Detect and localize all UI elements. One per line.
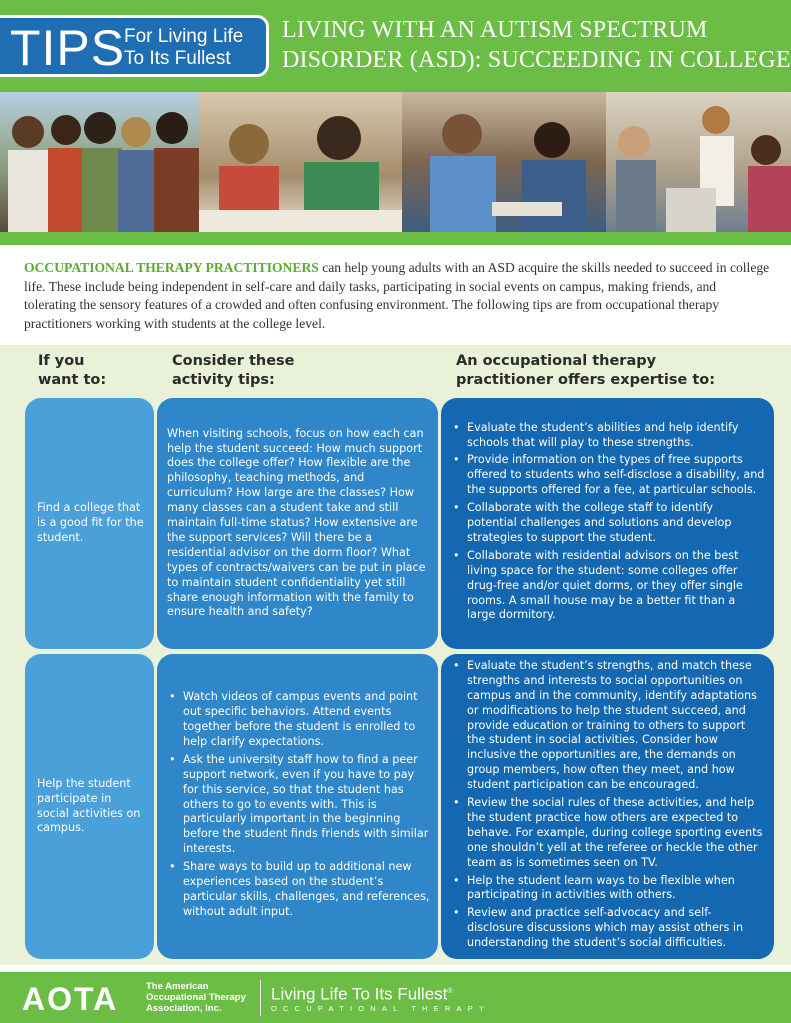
column-header-expertise (456, 352, 715, 390)
intro-paragraph (24, 259, 770, 333)
header-banner (0, 0, 791, 92)
row1-goal-text: Find a college that is a good fit for the student. (37, 501, 144, 544)
column-header-expertise-line1: An occupational therapy (456, 353, 657, 369)
row2-tips-cell (157, 654, 438, 959)
column-header-tips-line2: activity tips: (172, 372, 275, 388)
tips-subtitle (124, 26, 243, 70)
column-header-tips (172, 352, 295, 390)
list-item: • Evaluate the student’s strengths, and match these strengths and interests to social opportunities on campus and in the community, identify adaptations or modifications to help the student succeed, and provide education or training to others to support the student in social activities. Consider how inclusive the opportunities are, the demands on group members, how often they meet, and how student participation can be encouraged. (451, 659, 766, 793)
column-header-expertise-line2: practitioner offers expertise to: (456, 372, 716, 388)
column-header-goal-line2: want to: (38, 372, 107, 388)
photo-students-studying (199, 92, 402, 232)
photo-tutoring-session-illustration (402, 92, 606, 232)
tagline-text: Living Life To Its Fullest (271, 984, 448, 1004)
row2-expertise-cell (441, 654, 774, 959)
photo-strip (0, 92, 791, 232)
photo-students-studying-illustration (199, 92, 402, 232)
tagline (271, 982, 453, 1005)
row1-tips-text: When visiting schools, focus on how each can help the student succeed: How much support does the college offer? How flexible are the philosophy, teaching methods, and curriculum? How large are the classes? How many classes can a student take and still maintain full-time status? How extensive are the support services? Will there be a residential advisor on the dorm floor? What types of contracts/waivers can be put in place to maintain student confidentiality yet still share enough information with the family to ensure health and safety? (167, 426, 426, 619)
tips-subtitle-line1: For Living Life (124, 26, 244, 47)
row2-tips-list (167, 690, 430, 923)
list-item: • Watch videos of campus events and point out specific behaviors. Attend events together before the student is enrolled to help clarify expectations. (167, 690, 430, 750)
organization-name-line2: Occupational Therapy (146, 992, 246, 1003)
photo-group-of-students (0, 92, 199, 232)
photo-group-of-students-illustration (0, 92, 199, 232)
column-header-goal (38, 352, 106, 390)
list-item: • Share ways to build up to additional new experiences based on the student’s particular skills, challenges, and references, without adult input. (167, 860, 430, 920)
column-header-tips-line1: Consider these (172, 353, 295, 369)
row2-goal-cell (25, 654, 154, 959)
row1-expertise-cell (441, 398, 774, 649)
page-title-line2: DISORDER (ASD): SUCCEEDING IN COLLEGE (282, 47, 791, 73)
list-item: • Evaluate the student’s abilities and help identify schools that will play to these strengths. (451, 421, 766, 451)
row1-tips-cell (157, 398, 438, 649)
organization-name-line1: The American (146, 981, 209, 992)
list-item: • Provide information on the types of free supports offered to students who self-disclose a disability, and the supports offered for a fee, at particular schools. (451, 453, 766, 498)
tagline-subtitle: OCCUPATIONAL THERAPY (271, 1004, 491, 1013)
photo-tutoring-session (402, 92, 606, 232)
tips-subtitle-line2: To Its Fullest (124, 48, 231, 69)
list-item: • Review the social rules of these activities, and help the student practice how others are expected to behave. For example, during college sporting events one shouldn’t yell at the referee or heckle the other team as is sometimes seen on TV. (451, 796, 766, 871)
organization-name-line3: Association, Inc. (146, 1003, 222, 1014)
page-title-line1: LIVING WITH AN AUTISM SPECTRUM (282, 17, 708, 43)
registered-mark: ® (447, 988, 453, 995)
intro-body: can help young adults with an ASD acquire the skills needed to succeed in college life. These include being independent in self-care and daily tasks, participating in social events on campus, making friends, and tolerating the sensory features of a crowded and often confusing environment. The following tips are from occupational therapy practitioners working with students at the college level. (24, 260, 770, 331)
aota-logo: AOTA (22, 981, 119, 1017)
page-title (282, 15, 791, 75)
list-item: • Collaborate with residential advisors on the best living space for the student: some colleges offer drug-free and/or quiet dorms, or they offer single rooms. A small house may be a better fit than a large dormitory. (451, 549, 766, 624)
photo-classroom (606, 92, 791, 232)
tips-badge (0, 15, 269, 77)
list-item: • Ask the university staff how to find a peer support network, even if you have to pay for this service, so that the student has others to go to events with. This is particularly important in the beginning before the student finds friends with similar interests. (167, 753, 430, 857)
organization-name (146, 981, 246, 1014)
green-divider (0, 232, 791, 245)
column-header-goal-line1: If you (38, 353, 85, 369)
tips-word: TIPS (10, 20, 126, 76)
footer (0, 972, 791, 1023)
row2-goal-text: Help the student participate in social activities on campus. (37, 776, 141, 835)
list-item: • Collaborate with the college staff to identify potential challenges and solutions and develop strategies to support the student. (451, 501, 766, 546)
row1-expertise-list (451, 421, 766, 627)
intro-lead: OCCUPATIONAL THERAPY PRACTITIONERS (24, 260, 319, 275)
footer-divider (260, 980, 261, 1016)
photo-classroom-illustration (606, 92, 791, 232)
row2-expertise-list (451, 659, 766, 954)
list-item: • Help the student learn ways to be flexible when participating in activities with others. (451, 874, 766, 904)
row1-goal-cell (25, 398, 154, 649)
list-item: • Review and practice self-advocacy and self-disclosure discussions which may assist others in understanding the student’s social difficulties. (451, 906, 766, 951)
